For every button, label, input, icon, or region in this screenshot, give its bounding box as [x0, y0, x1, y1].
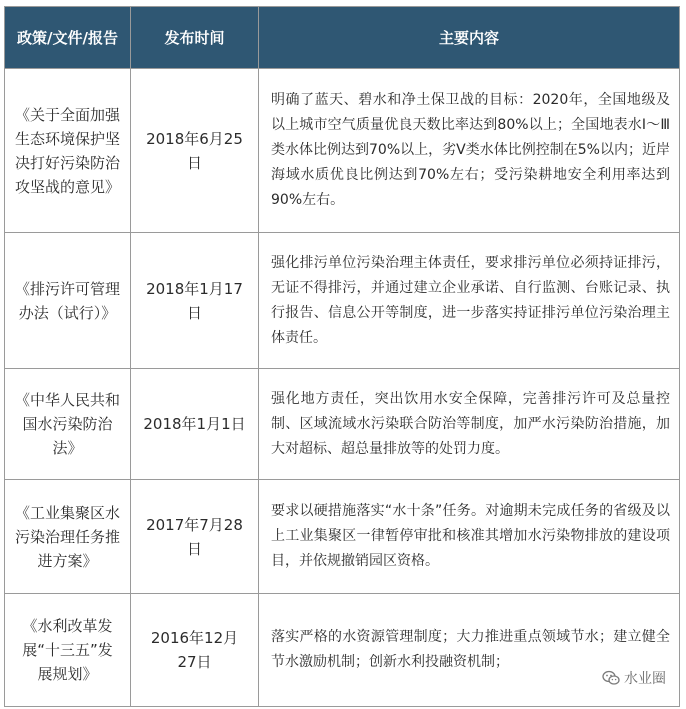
main-content: 要求以硬措施落实“水十条”任务。对逾期未完成任务的省级及以上工业集聚区一律暂停审批和核准其增加水污染物排放的建设项目，并依规撤销园区资格。 — [271, 503, 670, 569]
content-cell — [259, 233, 680, 369]
table-row — [5, 69, 680, 233]
release-date: 2017年7月28日 — [146, 515, 243, 558]
release-date: 2018年1月17日 — [146, 279, 243, 322]
content-cell — [259, 594, 680, 707]
watermark-text: 水业圈 — [624, 671, 666, 687]
date-cell — [131, 480, 259, 594]
header-content: 主要内容 — [259, 7, 680, 69]
policy-cell — [5, 69, 131, 233]
table-row — [5, 594, 680, 707]
date-cell — [131, 233, 259, 369]
date-cell — [131, 69, 259, 233]
header-policy: 政策/文件/报告 — [5, 7, 131, 69]
content-cell — [259, 480, 680, 594]
wechat-icon — [602, 670, 620, 686]
header-row — [5, 7, 680, 69]
policy-cell — [5, 480, 131, 594]
date-cell — [131, 369, 259, 480]
content-cell — [259, 369, 680, 480]
table-row — [5, 369, 680, 480]
policy-name: 《中华人民共和国水污染防治法》 — [15, 391, 121, 457]
watermark — [602, 668, 666, 688]
main-content: 强化排污单位污染治理主体责任，要求排污单位必须持证排污，无证不得排污，并通过建立企业承诺、自行监测、台账记录、执行报告、信息公开等制度，进一步落实持证排污单位污染治理主体责任。 — [271, 254, 670, 346]
release-date: 2018年1月1日 — [143, 415, 246, 433]
table-row — [5, 233, 680, 369]
policy-name: 《排污许可管理办法（试行）》 — [15, 279, 121, 322]
table-body — [5, 69, 680, 707]
main-content: 强化地方责任，突出饮用水安全保障，完善排污许可及总量控制、区域流域水污染联合防治等制度，加严水污染防治措施，加大对超标、超总量排放等的处罚力度。 — [271, 390, 670, 457]
policy-name: 《关于全面加强生态环境保护坚决打好污染防治攻坚战的意见》 — [15, 105, 121, 196]
release-date: 2018年6月25日 — [146, 129, 243, 172]
date-cell — [131, 594, 259, 707]
policy-name: 《工业集聚区水污染治理任务推进方案》 — [15, 503, 121, 570]
table-header — [5, 7, 680, 69]
policy-cell — [5, 369, 131, 480]
release-date: 2016年12月27日 — [150, 629, 239, 671]
policy-cell — [5, 233, 131, 369]
policy-name: 《水利改革发展“十三五”发展规划》 — [22, 617, 113, 683]
policy-cell — [5, 594, 131, 707]
header-date: 发布时间 — [131, 7, 259, 69]
content-cell — [259, 69, 680, 233]
main-content: 明确了蓝天、碧水和净土保卫战的目标：2020年，全国地级及以上城市空气质量优良天数比率达到80%以上；全国地表水Ⅰ～Ⅲ类水体比例达到70%以上，劣Ⅴ类水体比例控制在5%以内；近岸海域水质优良比例达到70%左右；受污染耕地安全利用率达到90%左右。 — [271, 92, 670, 208]
policy-table — [4, 6, 680, 707]
table-row — [5, 480, 680, 594]
main-content: 落实严格的水资源管理制度；大力推进重点领域节水；建立健全节水激励机制；创新水利投融资机制； — [271, 629, 670, 670]
